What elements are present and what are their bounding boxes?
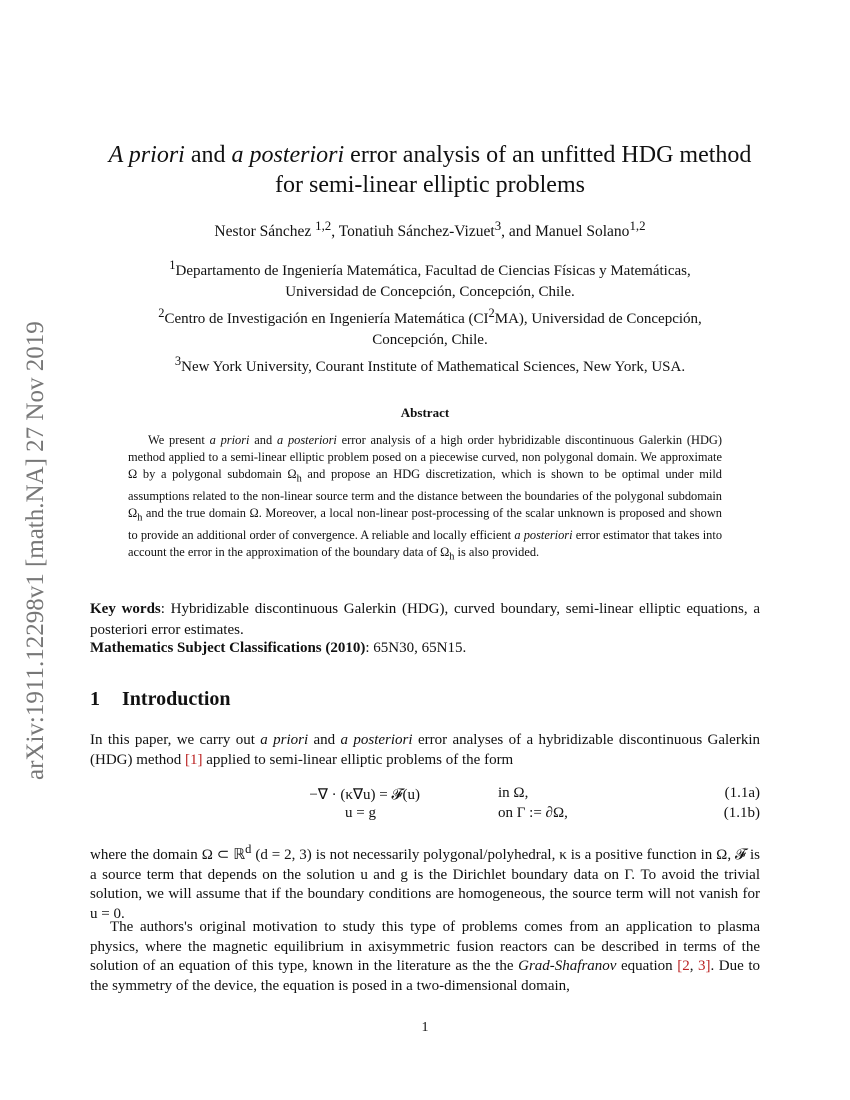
- affiliation-1b: Universidad de Concepción, Concepción, Chile.: [285, 284, 575, 300]
- author-list: [80, 218, 780, 241]
- abstract-sub-2: h: [137, 512, 143, 524]
- citation-link-3[interactable]: 3]: [698, 958, 711, 975]
- abstract-text-2: error analysis of a high order hybridizable discontinuous Galerkin (HDG) method applied to a semi-linear elliptic problem posed on a piecewise curved, non polygonal domain. We approximate Ω by a polygonal subdomain Ω: [128, 433, 722, 481]
- intro3-italic: Grad-Shafranov: [518, 958, 617, 975]
- intro-paragraph-3: [90, 918, 760, 996]
- abstract-text-and: and: [249, 433, 277, 447]
- affil-2-line-1b: MA), Universidad de Concepción,: [494, 311, 702, 327]
- title-italic-a: A priori: [108, 142, 185, 168]
- author-2-affil: 3: [494, 218, 502, 233]
- intro1-text-a: In this paper, we carry out: [90, 732, 261, 748]
- arxiv-stamp: arXiv:1911.12298v1 [math.NA] 27 Nov 2019: [22, 321, 49, 780]
- title-rest: error analysis of an unfitted HDG method: [344, 142, 752, 168]
- intro2-text-a: where the domain Ω ⊂ ℝ: [90, 847, 246, 863]
- abstract-text-6: is also provided.: [454, 545, 540, 560]
- citation-link[interactable]: [1]: [184, 751, 203, 768]
- affiliation-2c: Concepción, Chile.: [372, 332, 488, 348]
- eq-1b-lhs: u = g: [345, 805, 376, 821]
- eq-1a-label: (1.1a): [724, 785, 760, 801]
- affiliation-3: [80, 351, 780, 378]
- intro3-text-b: equation: [616, 958, 678, 975]
- intro3-text-c: . Due to the symmetry of the device, the equation is posed in a two-dimensional domain,: [90, 958, 760, 994]
- intro2-sup: d: [245, 842, 252, 856]
- abstract-sub-3: h: [449, 551, 455, 563]
- author-1: Nestor Sánchez: [214, 223, 316, 241]
- intro2-text-b: (d = 2, 3) is not necessarily polygonal/polyhedral, κ is a positive function in Ω, 𝓕 is a source term that depends on the solution u and g is the Dirichlet boundary data on Γ. To avoid the trivial solution, we will assume that if the boundary conditions are homogeneous, the source term will not vanish for u = 0.: [90, 847, 760, 922]
- abstract-italic-1: a priori: [209, 433, 250, 447]
- eq-1b-label: (1.1b): [723, 805, 760, 821]
- msc-label: Mathematics Subject Classifications (2010): [90, 640, 366, 656]
- affil-1-marker: 1: [169, 258, 176, 272]
- affiliation-2: [80, 303, 780, 330]
- keywords-label: Key words: [90, 601, 161, 617]
- affil-2-sup: 2: [488, 306, 495, 320]
- intro-paragraph-2: [90, 840, 760, 924]
- intro1-italic-2: a posteriori: [340, 732, 413, 748]
- section-number: 1: [90, 688, 100, 710]
- abstract-body: [128, 432, 722, 567]
- author-2: , Tonatiuh Sánchez-Vizuet: [331, 223, 495, 241]
- eq-1a-lhs: −∇ · (κ∇u) = 𝓕(u): [309, 787, 420, 803]
- abstract-heading: Abstract: [400, 405, 450, 420]
- affil-2-line-1a: Centro de Investigación en Ingeniería Matemática (CI: [164, 311, 489, 327]
- page-number: 1: [421, 1020, 429, 1035]
- abstract-sub-1: h: [296, 473, 302, 485]
- intro1-italic-1: a priori: [260, 732, 309, 748]
- intro3-text-a: The authors's original motivation to study this type of problems comes from an application to plasma physics, where the magnetic equilibrium in axisymmetric fusion reactors can be described in terms of the solution of an equation of this type, known in the literature as the the: [90, 919, 760, 975]
- keywords: [90, 599, 760, 641]
- msc-classification: [90, 640, 760, 657]
- abstract-text-4: and the true domain Ω. Moreover, a local non-linear post-processing of the scalar unknown is proposed and shown to provide an additional order of convergence. A reliable and locally efficient: [128, 506, 722, 543]
- title-italic-b: a posteriori: [231, 142, 345, 168]
- abstract-italic-3: a posteriori: [514, 528, 573, 543]
- intro3-comma: ,: [689, 958, 698, 975]
- intro1-text-c: applied to semi-linear elliptic problems of the form: [202, 751, 514, 768]
- eq-1b-condition: on Γ := ∂Ω,: [498, 805, 568, 821]
- title-line-1: [80, 140, 780, 170]
- intro-paragraph-1: [90, 731, 760, 770]
- msc-text: : 65N30, 65N15.: [365, 640, 467, 656]
- paper-title: [80, 140, 780, 200]
- keywords-text: : Hybridizable discontinuous Galerkin (HDG), curved boundary, semi-linear elliptic equations, a posteriori error estimates.: [90, 601, 761, 638]
- eq-1a-condition: in Ω,: [498, 785, 529, 801]
- abstract-italic-2: a posteriori: [276, 433, 337, 447]
- affil-1-line-1: Departamento de Ingeniería Matemática, Facultad de Ciencias Físicas y Matemáticas,: [175, 263, 691, 279]
- affil-2-marker: 2: [158, 306, 165, 320]
- intro1-text-b: error analyses of a hybridizable discontinuous Galerkin (HDG) method: [90, 732, 760, 768]
- title-line-2: for semi-linear elliptic problems: [275, 172, 585, 198]
- abstract-text-1: We present: [148, 433, 210, 447]
- citation-link-2[interactable]: [2: [677, 958, 690, 975]
- author-1-affil: 1,2: [315, 218, 332, 233]
- abstract-text-5: error estimator that takes into account the error in the approximation of the boundary data of Ω: [128, 528, 723, 560]
- section-title: Introduction: [122, 688, 231, 710]
- affil-3-marker: 3: [174, 354, 182, 368]
- affil-3-line: New York University, Courant Institute of Mathematical Sciences, New York, USA.: [181, 359, 686, 375]
- author-3: , and Manuel Solano: [501, 223, 630, 241]
- abstract-text-3: and propose an HDG discretization, which is shown to be optimal under mild assumptions related to the non-linear source term and the distance between the boundaries of the polygonal subdomain Ω: [128, 466, 722, 521]
- intro1-and: and: [308, 732, 341, 748]
- section-heading: [90, 688, 231, 711]
- affiliation-1: [80, 255, 780, 282]
- author-3-affil: 1,2: [629, 218, 646, 233]
- title-and: and: [184, 142, 232, 168]
- affiliations: [80, 255, 780, 378]
